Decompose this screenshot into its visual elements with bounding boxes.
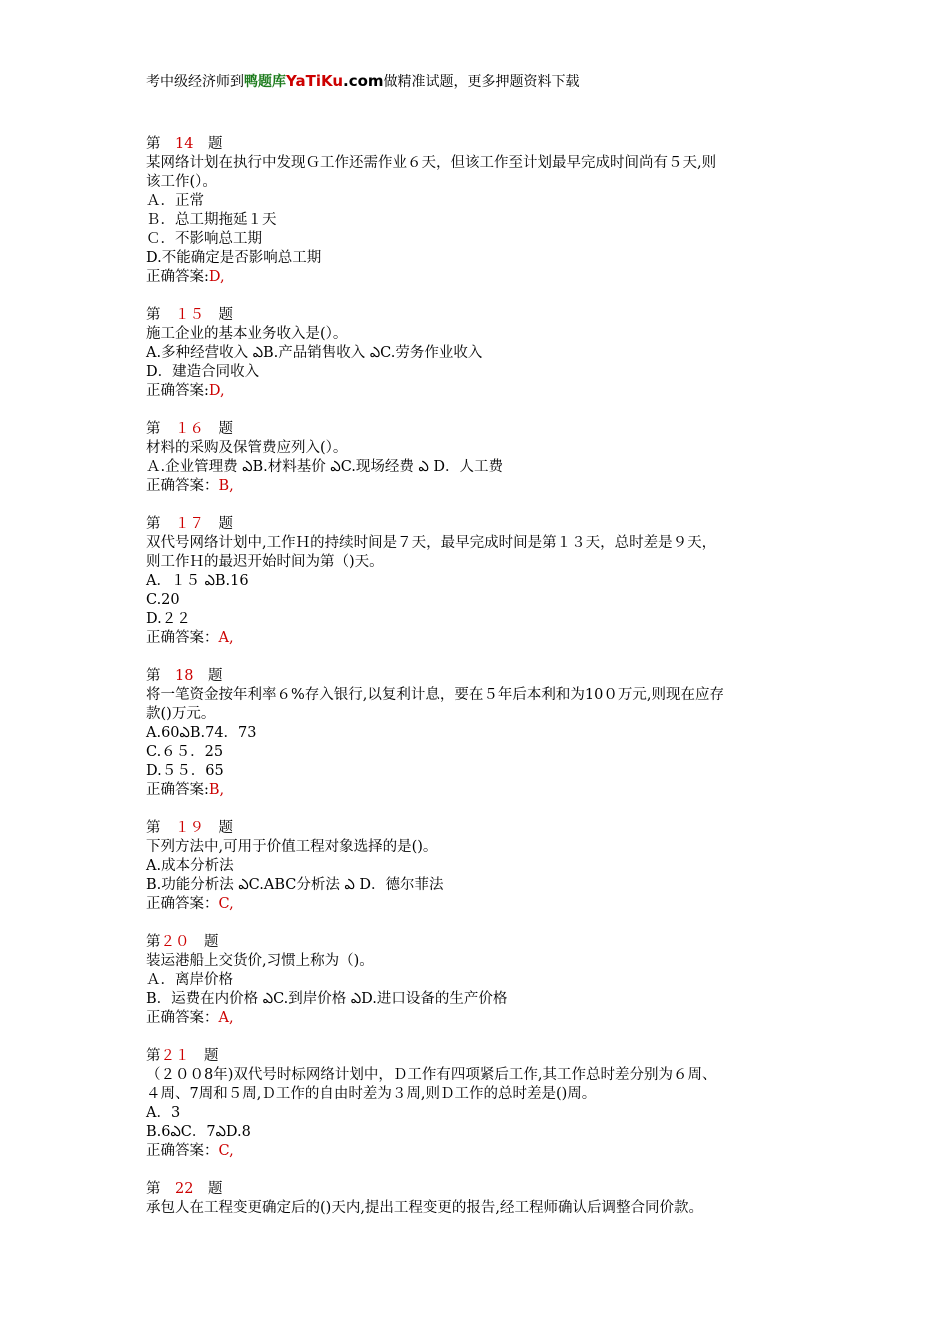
question-title [146,1180,846,1199]
header-dotcom[interactable]: .com [343,72,384,90]
question-block [146,819,846,914]
question-line: A.60ఎB.74．73 [146,725,257,741]
question-title-prefix: 第 [146,934,161,950]
question-title-suffix: 题 [204,421,233,437]
question-title-prefix: 第 [146,1048,161,1064]
question-block [146,667,846,800]
answer-label: 正确答案: [146,269,209,285]
question-title-prefix: 第 [146,421,175,437]
question-number: 14 [175,136,194,152]
answer-label: 正确答案: [146,782,209,798]
question-line: 材料的采购及保管费应列入(）。 [146,440,348,456]
question-title-prefix: 第 [146,668,175,684]
question-line: Ｃ．不影响总工期 [146,231,262,247]
question-title [146,667,846,686]
question-number: １７ [175,516,204,532]
answer-label: 正确答案： [146,630,219,646]
question-line: 某网络计划在执行中发现Ｇ工作还需作业６天，但该工作至计划最早完成时间尚有５天,则 [146,155,717,171]
question-title-prefix: 第 [146,820,175,836]
header-brand[interactable]: YaTiKu [286,72,344,90]
answer-label: 正确答案： [146,1010,219,1026]
answer-line [146,382,846,401]
answer-label: 正确答案： [146,478,219,494]
question-title-suffix: 题 [204,516,233,532]
question-line: C.20 [146,592,180,608]
question-line: B.6ఎC．7ఎD.8 [146,1124,251,1140]
question-number: １９ [175,820,204,836]
answer-value: C, [218,1143,234,1159]
question-number: 22 [175,1181,194,1197]
question-line: 装运港船上交货价,习惯上称为（)。 [146,953,374,969]
header-prefix: 考中级经济师到 [146,74,244,90]
question-line: （２００8年)双代号时标网络计划中，Ｄ工作有四项紧后工作,其工作总时差分别为６周、 [146,1067,717,1083]
question-line: B．运费在内价格 ఎC.到岸价格 ఎD.进口设备的生产价格 [146,991,508,1007]
question-line: A．3 [146,1105,181,1121]
question-line: D．建造合同收入 [146,364,260,380]
question-block [146,1047,846,1161]
question-title-suffix: 题 [193,1181,223,1197]
question-line: 该工作(）。 [146,174,217,190]
answer-label: 正确答案： [146,1143,219,1159]
answer-value: A, [218,1010,234,1026]
question-title-suffix: 题 [204,307,233,323]
question-line: Ａ．离岸价格 [146,972,233,988]
answer-line [146,895,846,914]
question-title [146,420,846,439]
question-line: ４周、7周和５周,Ｄ工作的自由时差为３周,则Ｄ工作的总时差是()周。 [146,1086,597,1102]
question-line: A.多种经营收入 ఎB.产品销售收入 ఎC.劳务作业收入 [146,345,483,361]
question-title-suffix: 题 [193,136,223,152]
answer-line [146,781,846,800]
answer-value: B, [208,782,225,798]
answer-value: C, [218,896,234,912]
question-block [146,135,846,287]
question-line: 款()万元。 [146,706,216,722]
question-list [146,135,846,1237]
question-number: １６ [175,421,204,437]
question-title-suffix: 题 [204,820,233,836]
answer-value: D, [208,383,225,399]
page-header [146,71,580,92]
question-line: D.２２ [146,611,191,627]
question-block [146,1180,846,1218]
answer-line [146,629,846,648]
question-title [146,306,846,325]
question-line: Ｂ．总工期拖延１天 [146,212,277,228]
question-title-suffix: 题 [193,668,223,684]
question-number: ２１ [160,1048,190,1064]
question-line: 双代号网络计划中,工作Ｈ的持续时间是７天，最早完成时间是第１３天，总时差是９天， [146,535,717,551]
question-line: Ａ．正常 [146,193,204,209]
question-block [146,515,846,648]
question-line: Ａ.企业管理费 ఎB.材料基价 ఎC.现场经费 ఎ D．人工费 [146,459,504,475]
question-line: C.６５．25 [146,744,224,760]
question-title-suffix: 题 [189,1048,219,1064]
question-block [146,306,846,401]
question-line: 将一笔资金按年利率６%存入银行,以复利计息，要在５年后本利和为10０万元,则现在应存 [146,687,724,703]
answer-value: B, [218,478,234,494]
answer-label: 正确答案: [146,383,209,399]
header-suffix: 做精准试题，更多押题资料下载 [383,74,580,90]
answer-value: A, [218,630,234,646]
question-block [146,420,846,496]
question-title [146,933,846,952]
question-title [146,515,846,534]
question-number: １５ [175,307,204,323]
answer-label: 正确答案： [146,896,219,912]
question-line: D.不能确定是否影响总工期 [146,250,322,266]
question-line: 则工作Ｈ的最迟开始时间为第（)天。 [146,554,384,570]
question-line: A.成本分析法 [146,858,234,874]
answer-line [146,477,846,496]
answer-line [146,1009,846,1028]
question-line: D.５５．65 [146,763,224,779]
question-line: 施工企业的基本业务收入是(）。 [146,326,348,342]
question-line: 下列方法中,可用于价值工程对象选择的是()。 [146,839,438,855]
question-line: 承包人在工程变更确定后的()天内,提出工程变更的报告,经工程师确认后调整合同价款。 [146,1200,704,1216]
question-line: A．１５ ఎB.16 [146,573,249,589]
question-number: ２０ [160,934,190,950]
question-line: B.功能分析法 ఎC.ABC分析法 ఎ D．德尔菲法 [146,877,444,893]
question-title-prefix: 第 [146,1181,175,1197]
question-title-prefix: 第 [146,136,175,152]
question-block [146,933,846,1028]
question-title [146,135,846,154]
question-title-suffix: 题 [189,934,219,950]
header-site-name[interactable]: 鸭题库 [244,74,286,90]
question-number: 18 [175,668,194,684]
question-title [146,1047,846,1066]
answer-value: D, [208,269,225,285]
question-title-prefix: 第 [146,307,175,323]
answer-line [146,1142,846,1161]
answer-line [146,268,846,287]
question-title [146,819,846,838]
question-title-prefix: 第 [146,516,175,532]
